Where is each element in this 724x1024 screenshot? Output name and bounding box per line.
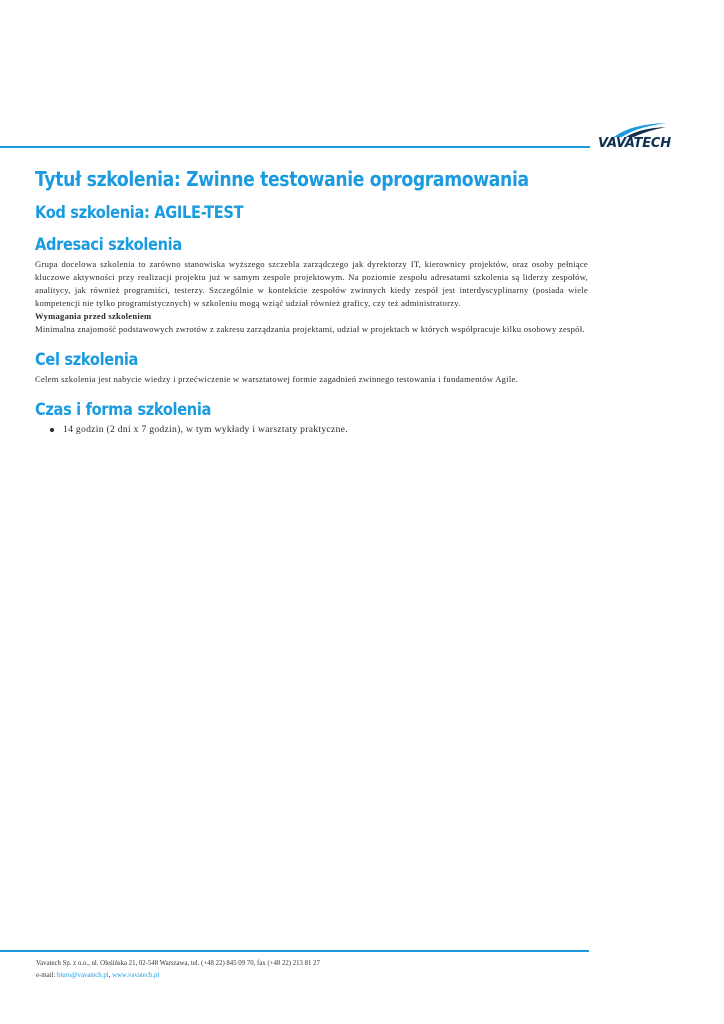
section-heading-duration: Czas i forma szkolenia (35, 400, 212, 420)
email-label: e-mail: (36, 972, 57, 979)
course-title: Tytuł szkolenia: Zwinne testowanie oprogramowania (35, 167, 529, 191)
requirements-text: Minimalna znajomość podstawowych zwrotów z zakresu zarządzania projektami, udział w projektach w których współpracuje kilku osobowy zespół. (35, 324, 585, 334)
requirements-label: Wymagania przed szkoleniem (35, 311, 152, 321)
audience-text: Grupa docelowa szkolenia to zarówno stanowiska wyższego szczebla zarządczego jak dyrektorzy IT, kierownicy projektów, oraz osoby pełniące kluczowe aktywności przy realizacji projektu już w samym zespole projektowym. Na poziomie zespołu adresatami szkolenia są liderzy zespołów, analitycy, jak również programiści, testerzy. Szczególnie w kontekście zespołów zwinnych kiedy zespół jest interdyscyplinarny (posiada wiele kompetencji nie tylko programistycznych) w szkoleniu mogą wziąć udział również graficy, czy też administratorzy. (35, 259, 588, 308)
email-link[interactable]: biuro@vavatech.pl (56, 972, 109, 979)
website-link[interactable]: www.vavatech.pl (112, 972, 160, 979)
footer-address: Vavatech Sp. z o.o., ul. Oleśińska 21, 02-548 Warszawa, tel. (+48 22) 845 09 70, fax (+48 22) 213 81 27 (36, 960, 320, 967)
section-heading-goal: Cel szkolenia (35, 350, 139, 370)
footer-separator: , (108, 972, 113, 979)
document-body (35, 166, 588, 437)
vavatech-logo (598, 122, 690, 152)
section-heading-audience: Adresaci szkolenia (35, 235, 182, 255)
bullet-icon (50, 428, 54, 432)
duration-list (35, 423, 588, 437)
logo-text: VAVATECH (598, 136, 671, 151)
header-divider (0, 146, 590, 148)
footer-contact (36, 970, 320, 982)
footer-divider (0, 950, 589, 952)
goal-text: Celem szkolenia jest nabycie wiedzy i przećwiczenie w warsztatowej formie zagadnień zwinnego testowania i fundamentów Agile. (35, 374, 518, 384)
duration-text: 14 godzin (2 dni x 7 godzin), w tym wykłady i warsztaty praktyczne. (63, 424, 348, 435)
course-code: Kod szkolenia: AGILE-TEST (35, 203, 244, 223)
footer (36, 958, 320, 982)
list-item (35, 423, 588, 437)
